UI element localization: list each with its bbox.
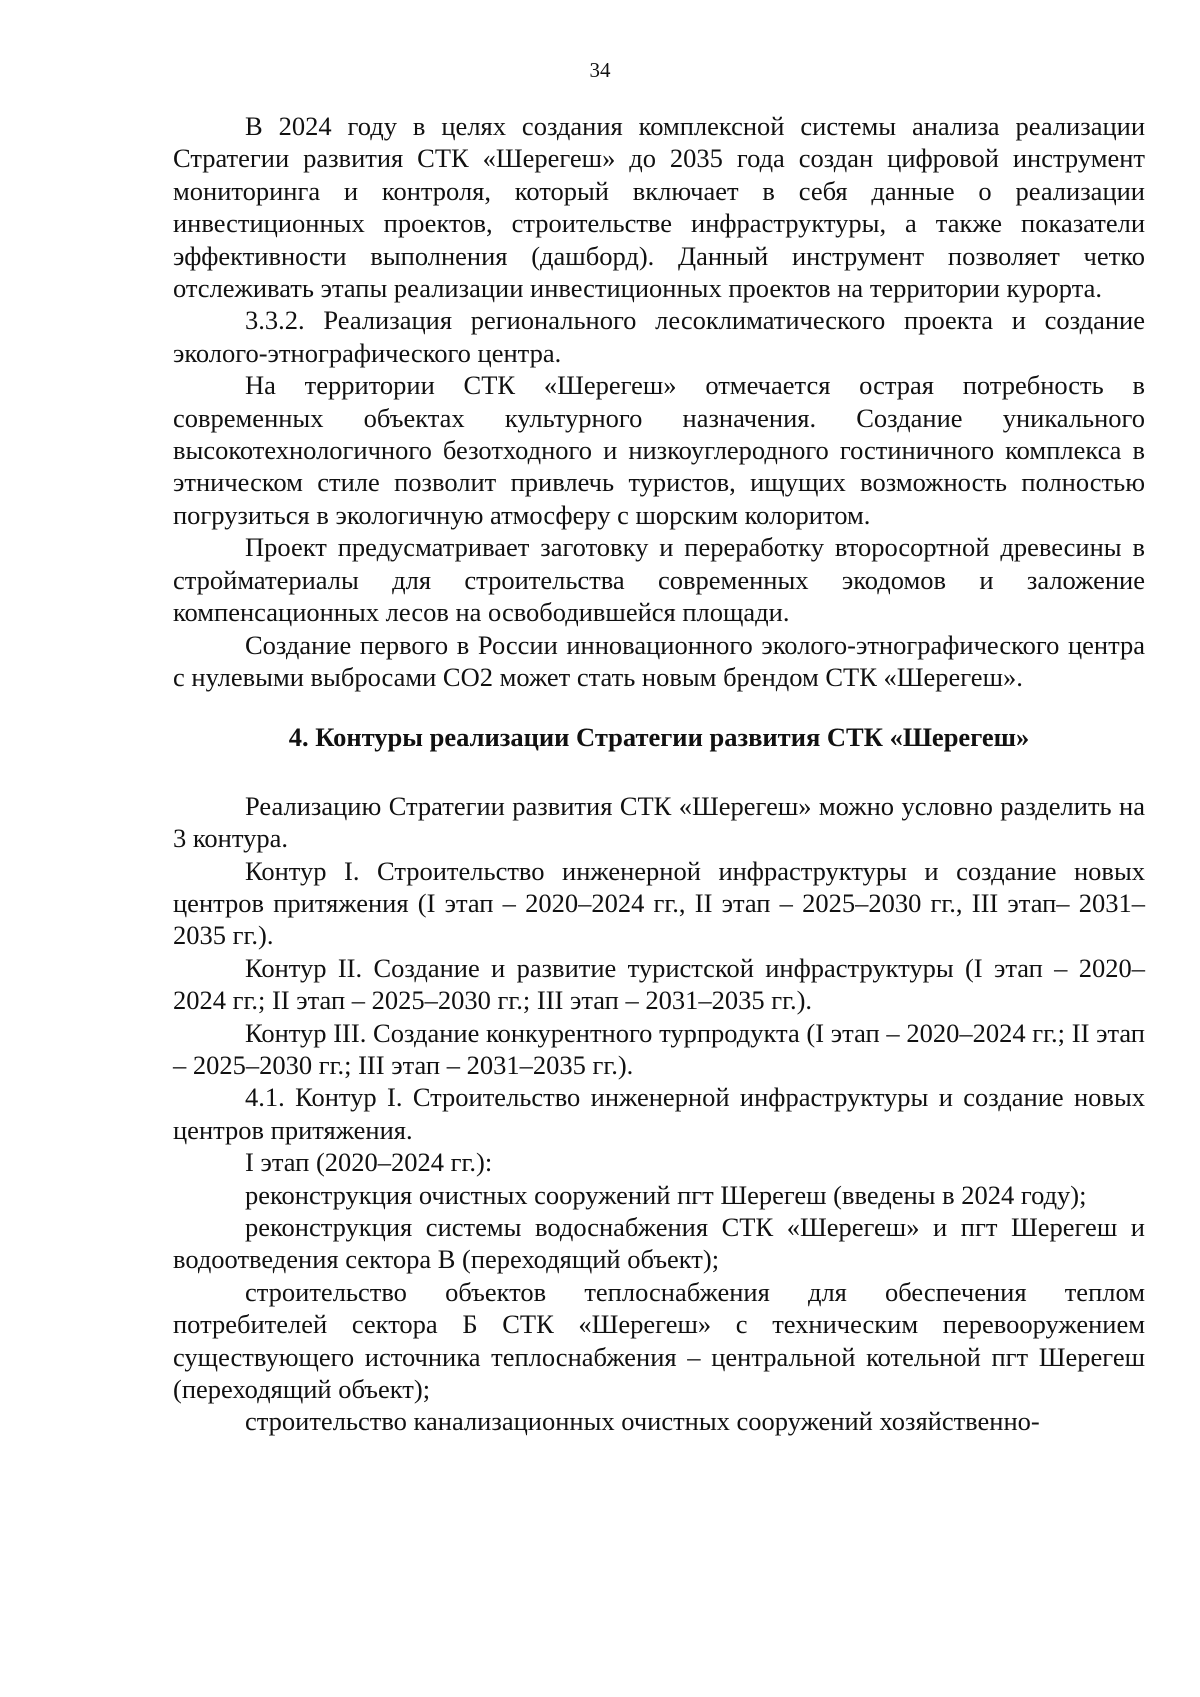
list-item-heat-supply: строительство объектов теплоснабжения для обеспечения теплом потребителей сектора Б СТК «Шерегеш» с техническим перевооружением существующего источника теплоснабжения – центральной котельной пгт Шерегеш (переходящий объект); [173, 1276, 1145, 1405]
paragraph-contour-3: Контур III. Создание конкурентного турпродукта (I этап – 2020–2024 гг.; II этап – 2025–2030 гг.; III этап – 2031–2035 гг.). [173, 1017, 1145, 1080]
list-item-sewage-facilities: строительство канализационных очистных сооружений хозяйственно- [245, 1406, 1040, 1437]
paragraph-subsection-3-3-2: 3.3.2. Реализация регионального лесоклиматического проекта и создание эколого-этнографического центра. [173, 305, 1145, 368]
paragraph-subsection-4-1: 4.1. Контур I. Строительство инженерной инфраструктуры и создание новых центров притяжения. [173, 1082, 1145, 1145]
paragraph-cultural-need: На территории СТК «Шерегеш» отмечается острая потребность в современных объектах культурного назначения. Создание уникального высокотехнологичного безотходного и низкоуглеродного гостиничного комплекса в этническом стиле позволит привлечь туристов, ищущих возможность полностью погрузиться в экологичную атмосферу с шорским колоритом. [173, 370, 1145, 530]
paragraph-contour-1: Контур I. Строительство инженерной инфраструктуры и создание новых центров притяжения (I этап – 2020–2024 гг., II этап – 2025–2030 гг., III этап– 2031–2035 гг.). [173, 855, 1145, 951]
paragraph-stage-1: I этап (2020–2024 гг.): [245, 1147, 493, 1178]
paragraph-dashboard: В 2024 году в целях создания комплексной системы анализа реализации Стратегии развития СТК «Шерегеш» до 2035 года создан цифровой инструмент мониторинга и контроля, который включает в себя данные о реализации инвестиционных проектов, строительстве инфраструктуры, а также показатели эффективности выполнения (дашборд). Данный инструмент позволяет четко отслеживать этапы реализации инвестиционных проектов на территории курорта. [173, 111, 1145, 304]
document-body [173, 110, 1145, 1438]
paragraph-project-wood: Проект предусматривает заготовку и переработку второсортной древесины в стройматериалы для строительства современных экодомов и заложение компенсационных лесов на освободившейся площади. [173, 532, 1145, 628]
section-heading: 4. Контуры реализации Стратегии развития СТК «Шерегеш» [288, 722, 1030, 753]
page-number: 34 [589, 58, 611, 82]
list-item-water-supply: реконструкция системы водоснабжения СТК «Шерегеш» и пгт Шерегеш и водоотведения сектора В (переходящий объект); [173, 1212, 1145, 1275]
paragraph-three-contours: Реализацию Стратегии развития СТК «Шерегеш» можно условно разделить на 3 контура. [173, 790, 1145, 854]
paragraph-contour-2: Контур II. Создание и развитие туристской инфраструктуры (I этап – 2020–2024 гг.; II этап – 2025–2030 гг.; III этап – 2031–2035 гг.). [173, 952, 1145, 1016]
list-item-treatment-facilities: реконструкция очистных сооружений пгт Шерегеш (введены в 2024 году); [245, 1179, 1087, 1210]
paragraph-eco-center: Создание первого в России инновационного эколого-этнографического центра с нулевыми выбросами СО2 может стать новым брендом СТК «Шерегеш». [173, 629, 1145, 692]
